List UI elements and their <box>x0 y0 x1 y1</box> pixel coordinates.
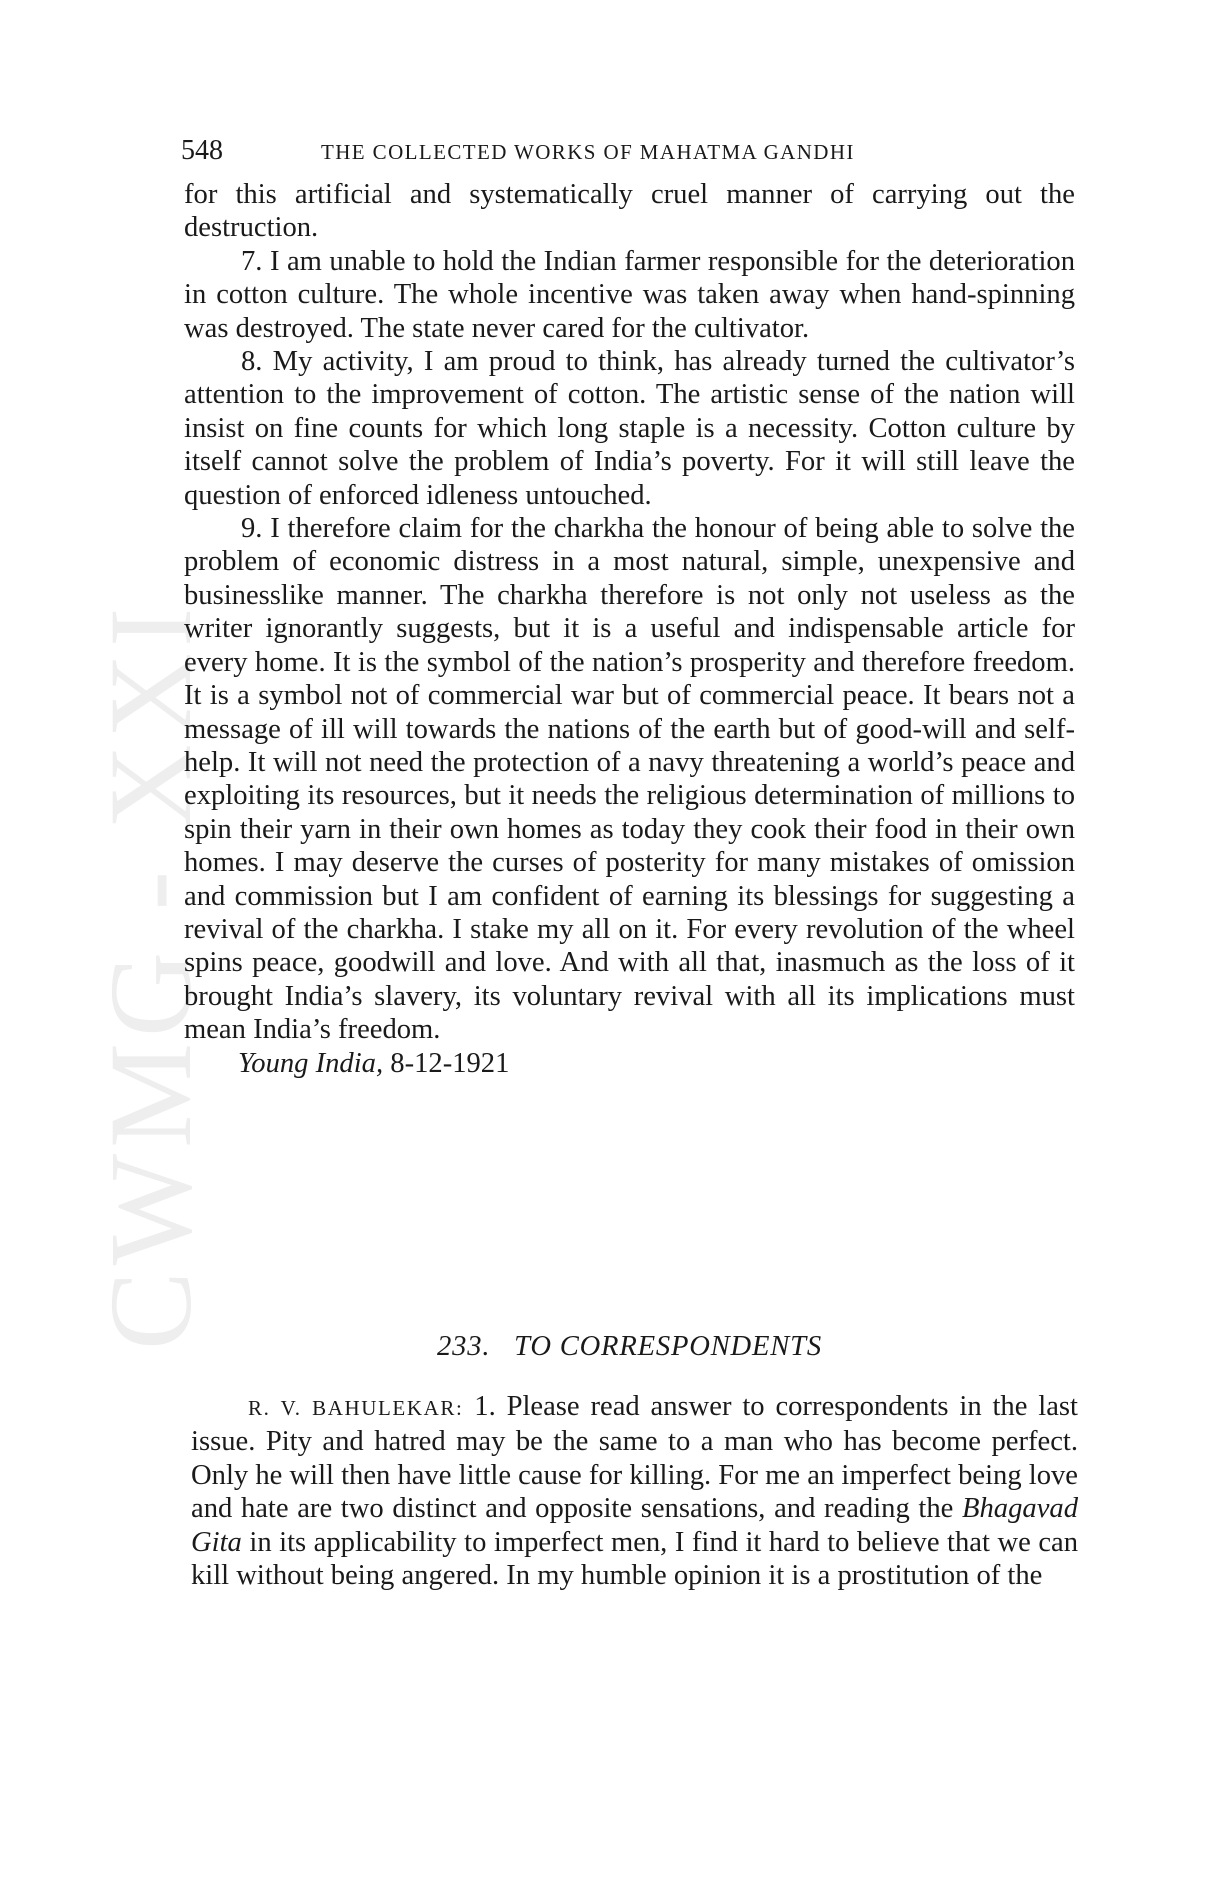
letter-text-start: 1. Please read answer to correspondents in the last issue. Pity and hatred may be the same to a man who has become perfect. Only he will then have little cause for killing. For me an imperfect being love and hate are two distinct and opposite sensations, and reading the <box>191 1391 1078 1525</box>
running-head <box>181 131 1081 171</box>
watermark-text: CWMG - XXI <box>85 601 216 1350</box>
continuation-paragraph: for this artificial and systematically cruel manner of carrying out the destruction. <box>184 179 1075 244</box>
section-number: 233. <box>437 1331 491 1362</box>
section-heading <box>184 1329 1075 1365</box>
source-citation <box>184 1047 1075 1080</box>
correspondent-name: R. V. BAHULEKAR: <box>248 1396 464 1420</box>
letter-paragraph <box>191 1390 1078 1592</box>
paragraph-9: 9. I therefore claim for the charkha the honour of being able to solve the problem of economic distress in a most natural, simple, unexpensive and businesslike manner. The charkha therefore is not only not useless as the writer ignorantly suggests, but it is a useful and indispensable article for every home. It is the symbol of the nation’s prosperity and therefore freedom. It is a symbol not of commercial war but of commercial peace. It bears not a message of ill will towards the nations of the earth but of good-will and self-help. It will not need the protection of a navy threatening a world’s peace and exploiting its resources, but it needs the religious determination of millions to spin their yarn in their own homes as today they cook their food in their own homes. I may deserve the curses of posterity for many mistakes of omission and commission but I am confident of earning its blessings for suggesting a revival of the charkha. I stake my all on it. For every revolution of the wheel spins peace, goodwill and love. And with all that, inasmuch as the loss of it brought India’s slavery, its voluntary revival with all its implications must mean India’s freedom. <box>184 513 1075 1046</box>
page-number: 548 <box>181 135 223 166</box>
source-date: 8-12-1921 <box>390 1047 510 1079</box>
book-title: THE COLLECTED WORKS OF MAHATMA GANDHI <box>321 140 855 164</box>
letter-text-end: in its applicability to imperfect men, I find it hard to believe that we can kill without being angered. In my humble opinion it is a prostitution of the <box>191 1526 1078 1592</box>
article-body <box>184 178 1075 1080</box>
paragraph-8: 8. My activity, I am proud to think, has already turned the cultivator’s attention to the improvement of cotton. The artistic sense of the nation will insist on fine counts for which long staple is a necessity. Cotton culture by itself cannot solve the problem of India’s poverty. For it will still leave the question of enforced idleness untouched. <box>184 346 1075 511</box>
paragraph-7: 7. I am unable to hold the Indian farmer responsible for the deterioration in cotton culture. The whole incentive was taken away when hand-spinning was destroyed. The state never cared for the cultivator. <box>184 245 1075 344</box>
section-title: TO CORRESPONDENTS <box>514 1331 822 1362</box>
correspondents-body <box>191 1390 1078 1592</box>
source-publication: Young India, <box>238 1047 384 1079</box>
bhagavad-gita-title: Bhagavad Gita <box>191 1493 1078 1558</box>
